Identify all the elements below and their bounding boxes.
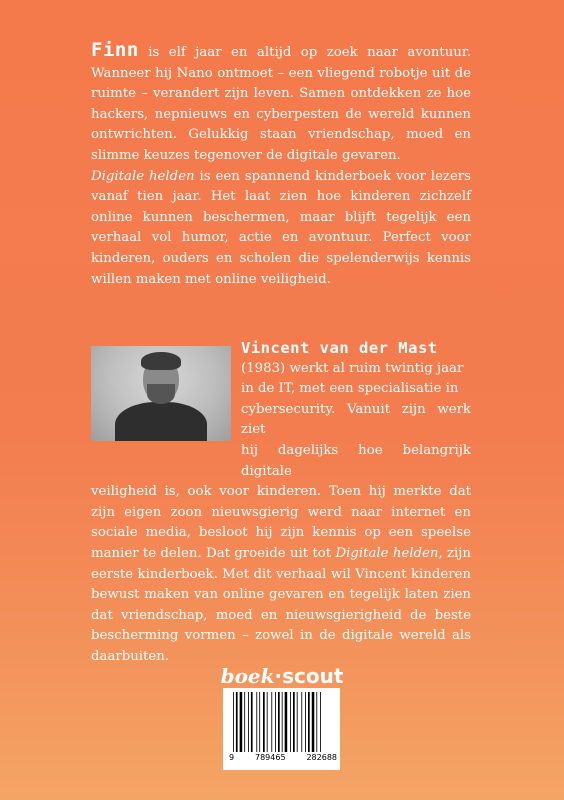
barcode-digits: 9 789465 282688: [229, 753, 337, 762]
author-bio-line: hij dagelijks hoe belangrijk digitale: [241, 442, 471, 479]
blurb-text-2: is een spannend kinderboek voor lezers vanaf tien jaar. Het laat zien hoe kinderen zichzelf online kunnen beschermen, maar blijft tegelijk een verhaal vol humor, actie en avontuur. Perfect voor kinderen, ouders en scholen die spelenderwijs kennis willen maken met online veiligheid.: [91, 168, 471, 287]
author-bio-line: cybersecurity. Vanuit zijn werk ziet: [241, 401, 471, 438]
blurb: [91, 40, 471, 290]
barcode-bars: [233, 692, 335, 752]
book-title: Digitale helden: [91, 168, 195, 184]
author-bio-text-b: , zijn eerste kinderboek. Met dit verhaal wil Vincent kinderen bewust maken van online gevaren en tegelijk laten zien dat vriendschap, moed en nieuwsgierigheid de beste bescherming vormen – zowel in de digitale wereld als daarbuiten.: [91, 545, 471, 664]
author-bio-text-a: veiligheid is, ook voor kinderen. Toen hij merkte dat zijn eigen zoon nieuwsgierig werd naar internet en sociale media, besloot hij zijn kennis op een speelse manier te delen. Dat groeide uit tot: [91, 484, 471, 561]
author-name: Vincent van der Mast: [241, 339, 438, 357]
author-bio-line: (1983) werkt al ruim twintig jaar: [241, 360, 464, 376]
author-book-title: Digitale helden: [335, 545, 439, 561]
author-bio: [91, 338, 471, 668]
publisher-logo: boek·scout: [220, 664, 344, 688]
hero-name: Finn: [91, 39, 139, 61]
blurb-text-1: is elf jaar en altijd op zoek naar avontuur. Wanneer hij Nano ontmoet – een vliegend robotje uit de ruimte – verandert zijn leven. Samen ontdekken ze hoe hackers, nepnieuws en cyberpesten de wereld kunnen ontwrichten. Gelukkig staan vriendschap, moed en slimme keuzes tegenover de digitale gevaren.: [91, 45, 471, 163]
isbn-barcode: [223, 688, 340, 770]
author-bio-line: in de IT, met een specialisatie in: [241, 381, 459, 397]
